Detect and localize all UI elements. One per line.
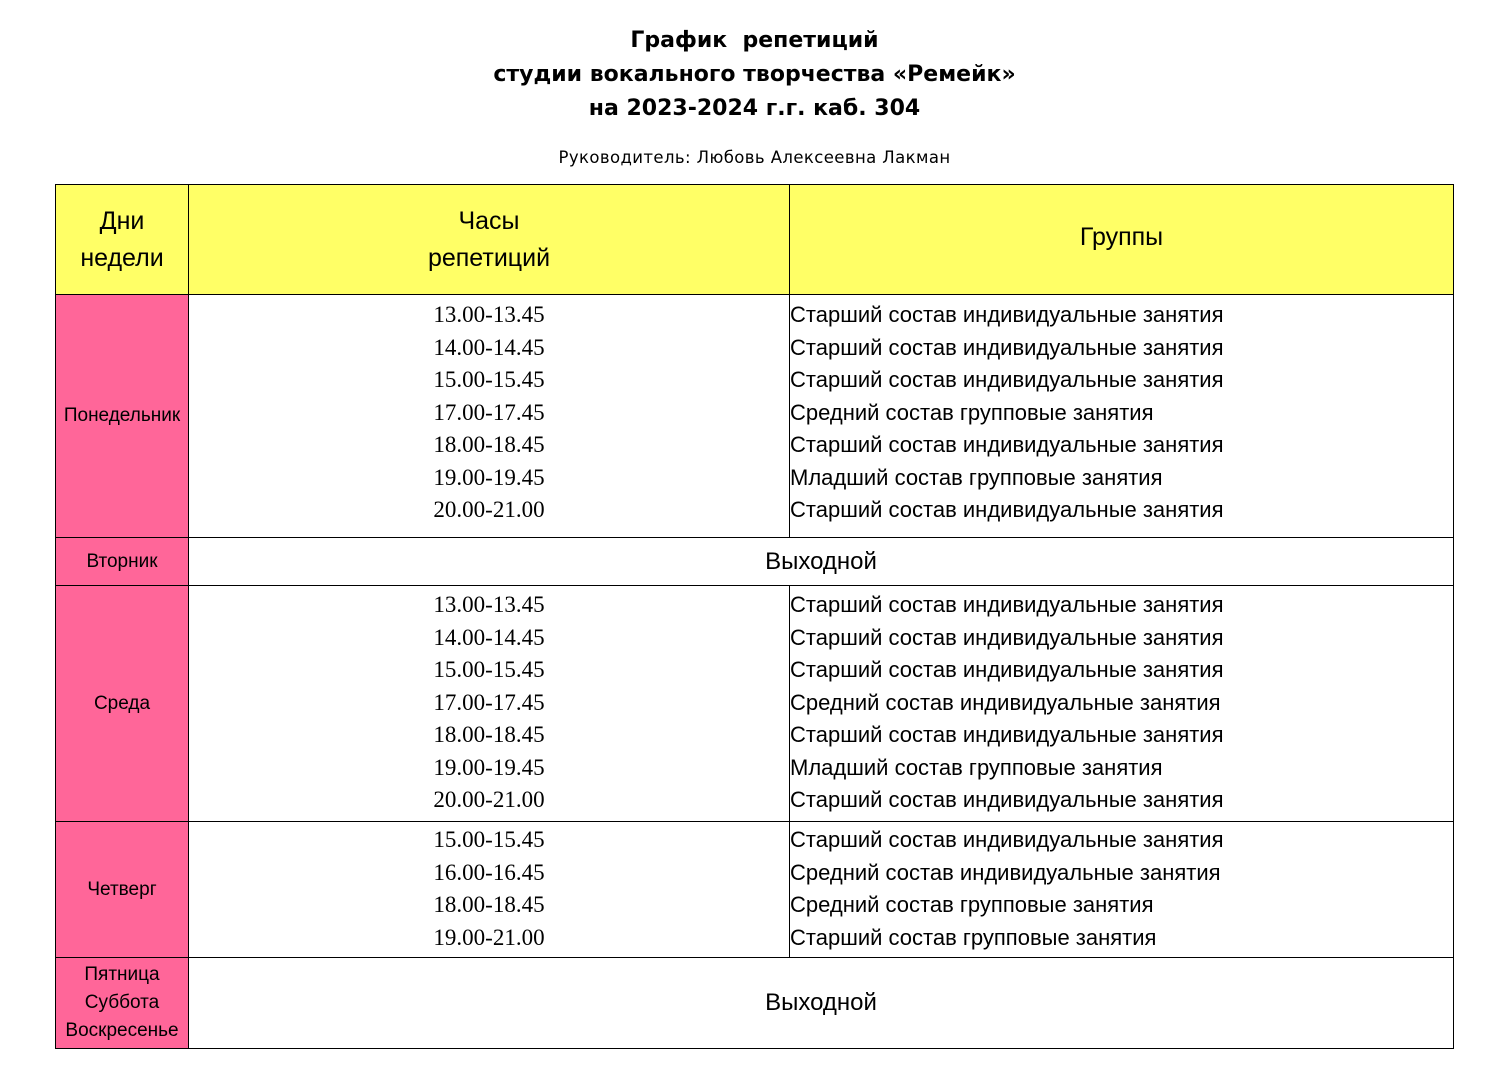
time-slot: 18.00-18.45 (433, 432, 545, 457)
group-entry: Старший состав индивидуальные занятия (790, 624, 1224, 650)
thursday-groups (790, 822, 1454, 958)
day-wednesday: Среда (56, 586, 189, 822)
page-title (0, 24, 1509, 126)
day-thursday: Четверг (56, 822, 189, 958)
group-entry: Старший состав индивидуальные занятия (790, 657, 1224, 682)
table-row-wednesday (56, 586, 1454, 822)
monday-times (189, 295, 790, 538)
group-entry: Старший состав индивидуальные занятия (790, 827, 1224, 852)
time-slot: 20.00-21.00 (433, 787, 545, 812)
day-monday: Понедельник (56, 295, 189, 538)
group-entry: Старший состав индивидуальные занятия (790, 787, 1224, 812)
time-slot: 15.00-15.45 (433, 367, 545, 392)
title-line: на 2023-2024 г.г. каб. 304 (588, 96, 921, 121)
monday-groups (790, 295, 1454, 538)
thursday-times (189, 822, 790, 958)
header-days: Дни недели (56, 185, 189, 295)
group-entry: Старший состав индивидуальные занятия (790, 497, 1224, 522)
time-slot: 18.00-18.45 (433, 722, 545, 747)
header-hours: Часы репетиций (189, 185, 790, 295)
time-slot: 13.00-13.45 (433, 592, 545, 617)
time-slot: 19.00-19.45 (433, 754, 545, 780)
time-slot: 15.00-15.45 (433, 827, 545, 852)
group-entry: Младший состав групповые занятия (790, 754, 1163, 780)
time-slot: 17.00-17.45 (433, 689, 545, 715)
title-line: График репетиций (630, 28, 879, 53)
wednesday-groups (790, 586, 1454, 822)
time-slot: 13.00-13.45 (433, 302, 545, 327)
group-entry: Старший состав индивидуальные занятия (790, 722, 1224, 747)
day-weekend (56, 958, 189, 1049)
group-entry: Средний состав групповые занятия (790, 892, 1154, 917)
time-slot: 15.00-15.45 (433, 657, 545, 682)
group-entry: Средний состав групповые занятия (790, 399, 1154, 425)
wednesday-times (189, 586, 790, 822)
day-friday: Пятница (84, 964, 160, 985)
table-row-weekend (56, 958, 1454, 1049)
time-slot: 16.00-16.45 (433, 859, 545, 885)
group-entry: Старший состав индивидуальные занятия (790, 302, 1224, 327)
day-saturday: Суббота (84, 992, 160, 1013)
time-slot: 20.00-21.00 (433, 497, 545, 522)
table-header-row (56, 185, 1454, 295)
group-entry: Старший состав групповые занятия (790, 924, 1157, 950)
group-entry: Старший состав индивидуальные занятия (790, 367, 1224, 392)
group-entry: Старший состав индивидуальные занятия (790, 334, 1224, 360)
table-row-tuesday (56, 538, 1454, 586)
header-groups: Группы (790, 185, 1454, 295)
time-slot: 19.00-21.00 (433, 924, 545, 950)
group-entry: Младший состав групповые занятия (790, 464, 1163, 490)
supervisor-caption: Руководитель: Любовь Алексеевна Лакман (558, 148, 951, 167)
time-slot: 19.00-19.45 (433, 464, 545, 490)
group-entry: Старший состав индивидуальные занятия (790, 432, 1224, 457)
time-slot: 14.00-14.45 (433, 624, 545, 650)
day-tuesday: Вторник (56, 538, 189, 586)
schedule-table (55, 184, 1454, 1049)
time-slot: 17.00-17.45 (433, 399, 545, 425)
tuesday-day-off: Выходной (189, 538, 1454, 586)
time-slot: 14.00-14.45 (433, 334, 545, 360)
title-line: студии вокального творчества «Ремейк» (493, 62, 1016, 87)
weekend-day-off: Выходной (189, 958, 1454, 1049)
day-sunday: Воскресенье (65, 1020, 179, 1041)
table-row-thursday (56, 822, 1454, 958)
group-entry: Средний состав индивидуальные занятия (790, 859, 1221, 885)
group-entry: Средний состав индивидуальные занятия (790, 689, 1221, 715)
group-entry: Старший состав индивидуальные занятия (790, 592, 1224, 617)
table-row-monday (56, 295, 1454, 538)
time-slot: 18.00-18.45 (433, 892, 545, 917)
